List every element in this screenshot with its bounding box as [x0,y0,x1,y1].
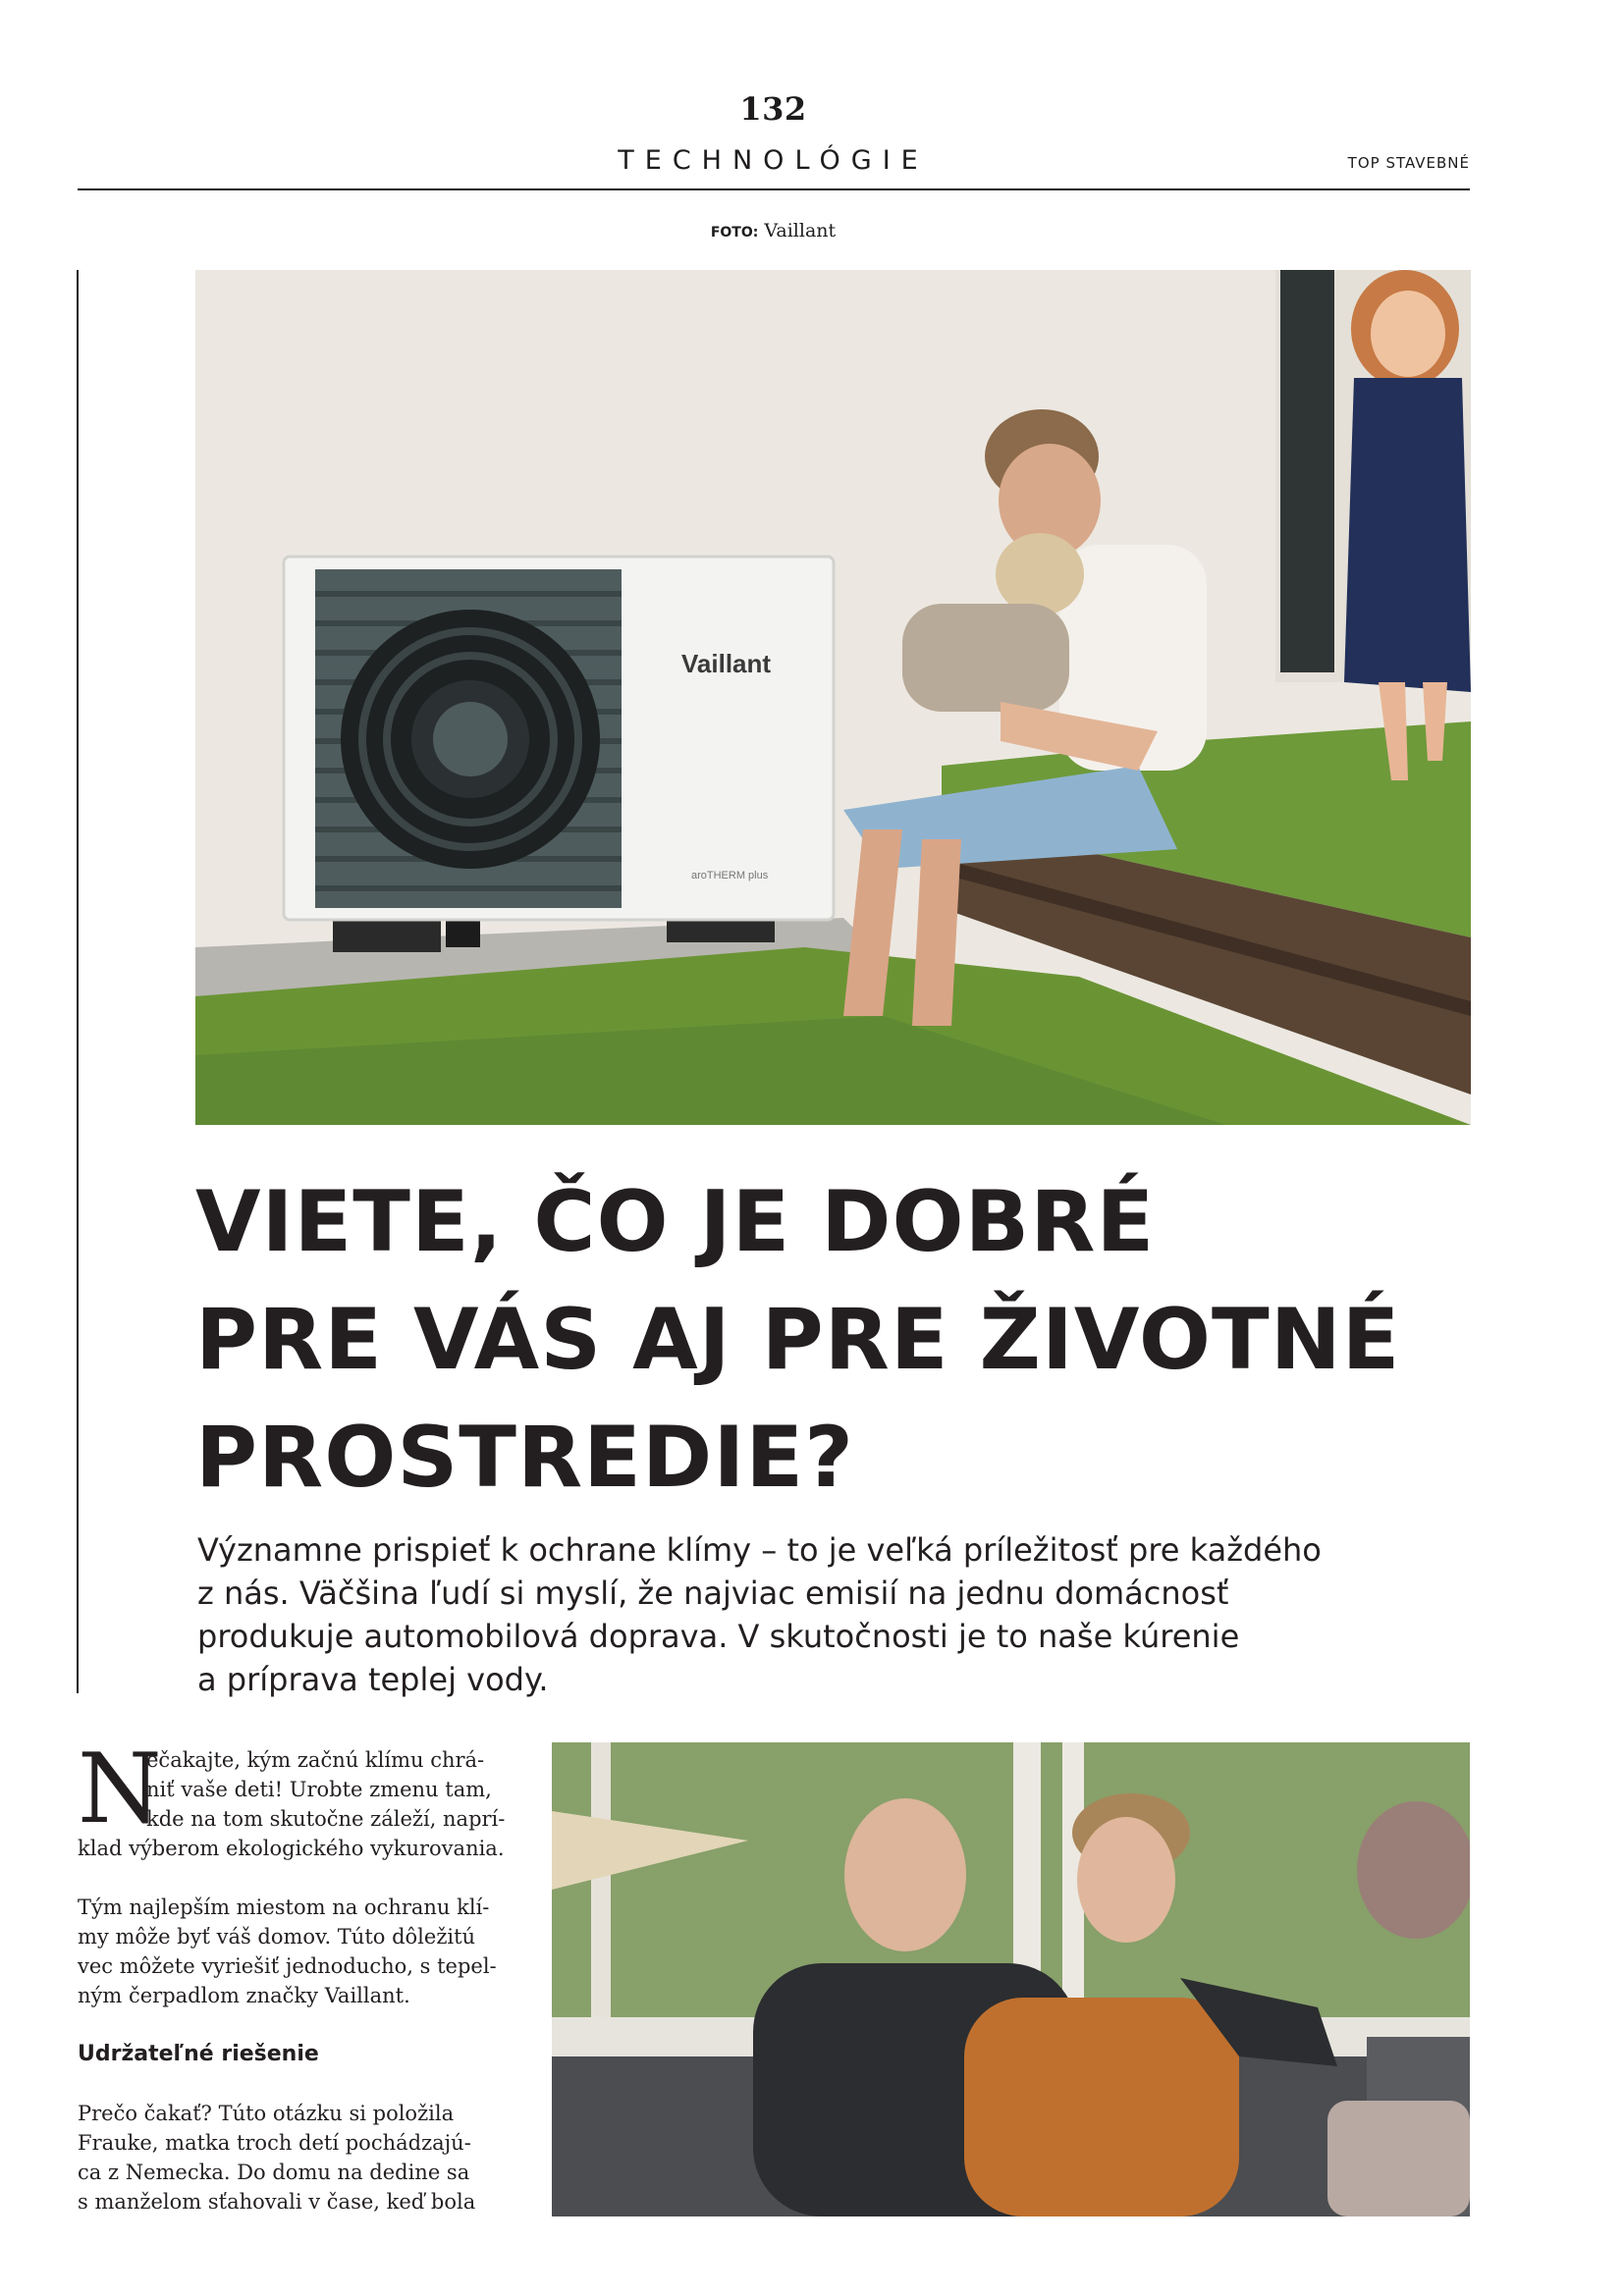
body-p1-line-2: niť vaše deti! Urobte zmenu tam, [146,1778,492,1801]
section-title: TECHNOLÓGIE [618,145,929,176]
lead-line-2: z nás. Väčšina ľudí si myslí, že najviac emisií na jednu domácnosť [197,1575,1229,1612]
headline-line-1: VIETE, ČO JE DOBRÉ [195,1173,1156,1271]
couple-image [552,1742,1470,2216]
hero-image [195,270,1471,1125]
body-p3-line-1: Prečo čakať? Túto otázku si položila [78,2102,455,2125]
body-p1-line-1: ečakajte, kým začnú klímu chrá- [146,1748,485,1772]
body-p1-line-3: kde na tom skutočne záleží, naprí- [146,1807,506,1831]
header-rule [78,188,1470,190]
body-p3-line-4: s manželom sťahovali v čase, keď bola [78,2190,476,2214]
body-p2-line-4: ným čerpadlom značky Vaillant. [78,1984,410,2007]
drop-cap: N [78,1734,162,1845]
vaillant-logo: Vaillant [681,649,772,678]
headline [195,1163,1550,1517]
body-paragraph-3 [78,2099,520,2216]
body-p2-line-2: my môže byť váš domov. Túto dôležitú [78,1925,476,1949]
body-paragraph-1 [78,1734,520,1863]
lead-paragraph [197,1528,1474,1701]
lead-line-3: produkuje automobilová doprava. V skutočnosti je to naše kúrenie [197,1618,1240,1655]
lead-line-1: Významne prispieť k ochrane klímy – to je veľká príležitosť pre každého [197,1531,1322,1569]
body-p1-line-4: klad výberom ekologického vykurovania. [78,1837,505,1860]
headline-line-3: PROSTREDIE? [195,1409,854,1507]
unit-model-label: aroTHERM plus [691,870,769,881]
magazine-name: TOP STAVEBNÉ [1347,154,1470,172]
body-p3-line-2: Frauke, matka troch detí pochádzajú- [78,2131,471,2155]
body-subheading: Udržateľné riešenie [78,2042,319,2066]
page-number: 132 [739,90,807,128]
body-p2-line-1: Tým najlepším miestom na ochranu klí- [78,1896,490,1919]
left-margin-rule [77,270,79,1693]
body-paragraph-2 [78,1893,520,2010]
lead-line-4: a príprava teplej vody. [197,1661,549,1698]
photo-credit-source: Vaillant [764,220,837,241]
body-p3-line-3: ca z Nemecka. Do domu na dedine sa [78,2161,470,2184]
headline-line-2: PRE VÁS AJ PRE ŽIVOTNÉ [195,1291,1401,1389]
photo-credit-label: FOTO: [710,225,759,240]
body-column [78,1734,520,2246]
photo-credit [0,220,1546,241]
body-p2-line-3: vec môžete vyriešiť jednoducho, s tepel- [78,1954,497,1978]
